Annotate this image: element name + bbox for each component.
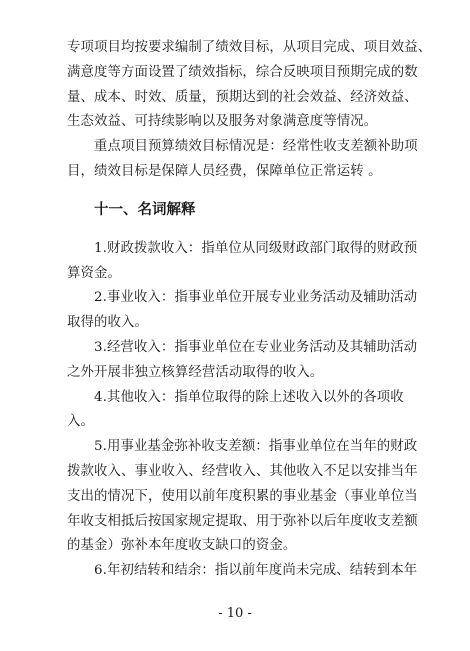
text-line: 专项项目均按要求编制了绩效目标，从项目完成、项目效益、 xyxy=(67,40,432,55)
definition-line: 3.经营收入：指事业单位在专业业务活动及其辅助活动 xyxy=(67,339,418,355)
definition-line: 2.事业收入：指事业单位开展专业业务活动及辅助活动 xyxy=(67,290,418,306)
text-line: 量、成本、时效、质量，预期达到的社会效益、经济效益、 xyxy=(67,89,418,105)
text-line: 目，绩效目标是保障人员经费，保障单位正常运转 。 xyxy=(67,163,382,179)
definition-line: 支出的情况下，使用以前年度积累的事业基金（事业单位当 xyxy=(67,488,418,504)
definition-line: 算资金。 xyxy=(67,265,121,281)
definition-line: 取得的收入。 xyxy=(67,315,148,331)
definition-line: 1.财政拨款收入：指单位从同级财政部门取得的财政预 xyxy=(67,240,418,256)
text-line: 满意度等方面设置了绩效指标，综合反映项目预期完成的数 xyxy=(67,64,418,80)
page-number: - 10 - xyxy=(218,606,252,621)
definitions-list xyxy=(67,237,418,584)
page-content xyxy=(67,36,432,584)
definition-line: 6.年初结转和结余：指以前年度尚未完成、结转到本年 xyxy=(67,563,418,579)
definition-line: 5.用事业基金弥补收支差额：指事业单位在当年的财政 xyxy=(67,439,418,455)
definition-line: 的基金）弥补本年度收支缺口的资金。 xyxy=(67,538,297,554)
definition-line: 之外开展非独立核算经营活动取得的收入。 xyxy=(67,364,324,380)
definition-line: 拨款收入、事业收入、经营收入、其他收入不足以安排当年 xyxy=(67,463,418,479)
text-line: 生态效益、可持续影响以及服务对象满意度等情况。 xyxy=(67,114,378,130)
definition-line: 4.其他收入：指单位取得的除上述收入以外的各项收 xyxy=(67,389,404,405)
definition-line: 入。 xyxy=(67,414,94,430)
performance-paragraphs xyxy=(67,36,432,185)
text-line: 重点项目预算绩效目标情况是：经常性收支差额补助项 xyxy=(67,139,418,155)
definition-line: 年收支相抵后按国家规定提取、用于弥补以后年度收支差额 xyxy=(67,513,418,529)
section-heading: 十一、名词解释 xyxy=(94,201,196,218)
